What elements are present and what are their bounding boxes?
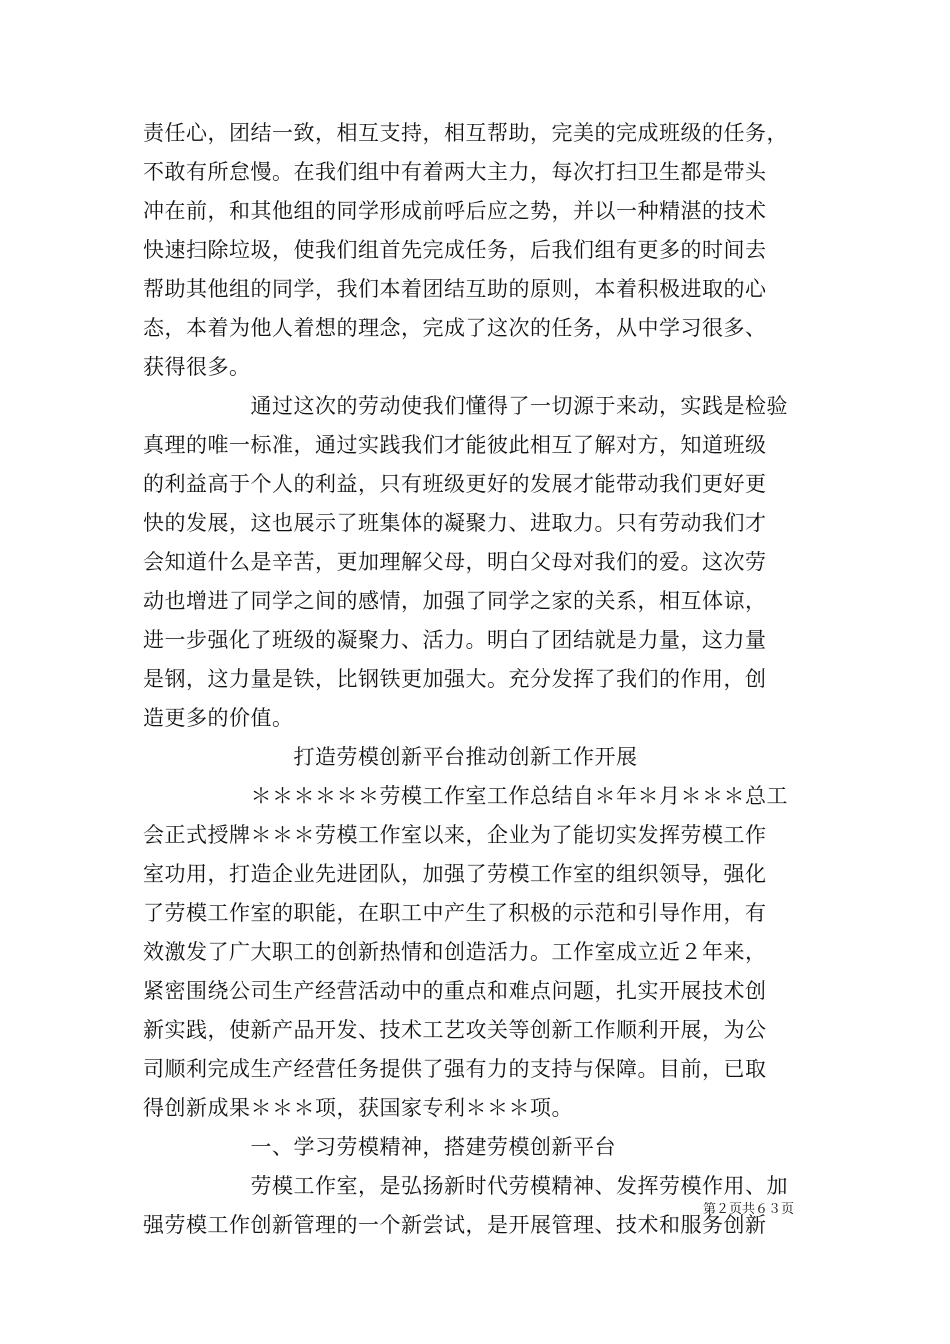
text-line: 效激发了广大职工的创新热情和创造活力。工作室成立近２年来，	[143, 940, 767, 964]
text-line: 司顺利完成生产经营任务提供了强有力的支持与保障。目前，已取	[143, 1057, 767, 1081]
subheading: 一、学习劳模精神，搭建劳模创新平台	[143, 1135, 616, 1159]
text-line: 快速扫除垃圾，使我们组首先完成任务，后我们组有更多的时间去	[143, 238, 767, 262]
text-line: 的利益高于个人的利益，只有班级更好的发展才能带动我们更好更	[143, 472, 767, 496]
text-line: 快的发展，这也展示了班集体的凝聚力、进取力。只有劳动我们才	[143, 511, 767, 535]
text-line: ＊＊＊＊＊＊劳模工作室工作总结自＊年＊月＊＊＊总工	[143, 784, 788, 808]
text-line: 进一步强化了班级的凝聚力、活力。明白了团结就是力量，这力量	[143, 628, 767, 652]
text-line: 态，本着为他人着想的理念，完成了这次的任务，从中学习很多、	[143, 316, 767, 340]
text-line: 获得很多。	[143, 355, 251, 379]
text-line: 通过这次的劳动使我们懂得了一切源于来动，实践是检验	[143, 394, 788, 418]
body-text	[143, 114, 815, 1245]
text-line: 是钢，这力量是铁，比钢铁更加强大。充分发挥了我们的作用，创	[143, 667, 767, 691]
text-line: 动也增进了同学之间的感情，加强了同学之家的关系，相互体谅，	[143, 589, 767, 613]
text-line: 新实践，使新产品开发、技术工艺攻关等创新工作顺利开展，为公	[143, 1018, 767, 1042]
text-line: 会知道什么是辛苦，更加理解父母，明白父母对我们的爱。这次劳	[143, 550, 767, 574]
text-line: 劳模工作室，是弘扬新时代劳模精神、发挥劳模作用、加	[143, 1174, 788, 1198]
text-line: 紧密围绕公司生产经营活动中的重点和难点问题，扎实开展技术创	[143, 979, 767, 1003]
text-line: 了劳模工作室的职能，在职工中产生了积极的示范和引导作用，有	[143, 901, 767, 925]
section-title: 打造劳模创新平台推动创新工作开展	[143, 745, 638, 769]
text-line: 真理的唯一标准，通过实践我们才能彼此相互了解对方，知道班级	[143, 433, 767, 457]
text-line: 责任心，团结一致，相互支持，相互帮助，完美的完成班级的任务，	[143, 121, 788, 145]
text-line: 室功用，打造企业先进团队，加强了劳模工作室的组织领导，强化	[143, 862, 767, 886]
page-number: 第２页共６３页	[703, 1202, 795, 1217]
text-line: 会正式授牌＊＊＊劳模工作室以来，企业为了能切实发挥劳模工作	[143, 823, 767, 847]
text-line: 帮助其他组的同学，我们本着团结互助的原则，本着积极进取的心	[143, 277, 767, 301]
text-line: 造更多的价值。	[143, 706, 294, 730]
text-line: 不敢有所怠慢。在我们组中有着两大主力，每次打扫卫生都是带头	[143, 160, 767, 184]
text-line: 得创新成果＊＊＊项，获国家专利＊＊＊项。	[143, 1096, 573, 1120]
text-line: 强劳模工作创新管理的一个新尝试，是开展管理、技术和服务创新	[143, 1213, 767, 1237]
text-line: 冲在前，和其他组的同学形成前呼后应之势，并以一种精湛的技术	[143, 199, 767, 223]
